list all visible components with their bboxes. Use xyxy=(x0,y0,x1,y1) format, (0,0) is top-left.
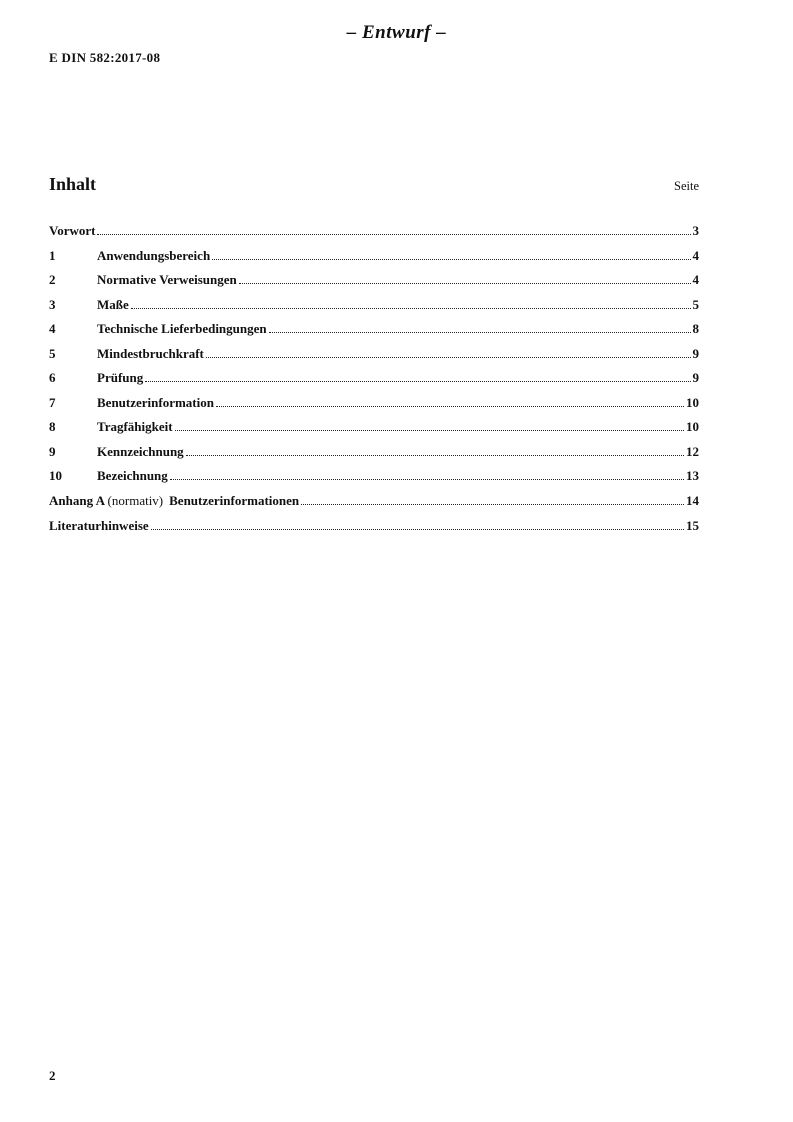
toc-entry-title[interactable]: Technische Lieferbedingungen xyxy=(97,321,267,337)
toc-entry-3[interactable] xyxy=(49,297,699,322)
toc-entry-number: 8 xyxy=(49,419,56,435)
toc-entry-9[interactable] xyxy=(49,444,699,469)
toc-entry-title[interactable]: Vorwort xyxy=(49,223,96,238)
toc-entry-number: 1 xyxy=(49,247,56,263)
toc-entry-title[interactable]: Mindestbruchkraft xyxy=(97,345,204,361)
dot-leader xyxy=(206,357,691,358)
toc-entry-title[interactable]: Literaturhinweise xyxy=(49,517,149,533)
dot-leader xyxy=(170,479,684,480)
toc-entry-page: 9 xyxy=(692,345,699,361)
toc-entry-title[interactable]: Maße xyxy=(97,296,129,312)
annex-title: Benutzerinformationen xyxy=(169,493,300,509)
dot-leader xyxy=(131,308,691,309)
toc-entry-4[interactable] xyxy=(49,321,699,346)
toc-entry-number: 10 xyxy=(49,468,62,484)
toc-entry-title[interactable]: Benutzerinformation xyxy=(97,394,214,410)
draft-label: – Entwurf – xyxy=(346,22,447,43)
toc-entry-page: 4 xyxy=(692,247,699,263)
document-id: E DIN 582:2017-08 xyxy=(49,50,161,65)
toc-entry-6[interactable] xyxy=(49,370,699,395)
toc-entry-8[interactable] xyxy=(49,419,699,444)
toc-entry-2[interactable] xyxy=(49,272,699,297)
annex-type: (normativ) xyxy=(107,493,164,509)
toc-entry-10[interactable] xyxy=(49,468,699,493)
toc-header xyxy=(49,174,699,198)
dot-leader xyxy=(186,455,684,456)
toc-entry-number: 7 xyxy=(49,394,56,410)
toc-entry-number: 4 xyxy=(49,321,56,337)
toc-entry-number: 2 xyxy=(49,272,56,288)
toc-entry-foreword[interactable] xyxy=(49,223,699,248)
toc-annex-title[interactable] xyxy=(49,493,299,509)
toc-entry-page: 10 xyxy=(686,394,699,410)
toc-entry-title[interactable]: Prüfung xyxy=(97,370,144,386)
toc-page-column-label: Seite xyxy=(674,179,699,193)
toc-title: Inhalt xyxy=(49,174,97,194)
toc-entry-page: 14 xyxy=(686,493,699,509)
dot-leader xyxy=(175,430,684,431)
toc-entry-page: 5 xyxy=(692,296,699,312)
toc-entry-page: 8 xyxy=(692,321,699,337)
toc-entry-title[interactable]: Bezeichnung xyxy=(97,468,168,484)
dot-leader xyxy=(151,529,684,530)
toc-entry-number: 9 xyxy=(49,443,56,459)
toc-entry-page: 4 xyxy=(692,272,699,288)
dot-leader xyxy=(212,259,690,260)
toc-entry-5[interactable] xyxy=(49,346,699,371)
toc-entry-number: 6 xyxy=(49,370,56,386)
toc-entry-title[interactable]: Anwendungsbereich xyxy=(97,247,211,263)
dot-leader xyxy=(97,234,690,235)
toc-entry-7[interactable] xyxy=(49,395,699,420)
toc-entry-number: 5 xyxy=(49,345,56,361)
toc-entry-title[interactable]: Tragfähigkeit xyxy=(97,419,173,435)
toc-entry-page: 9 xyxy=(692,370,699,386)
toc-entry-page: 10 xyxy=(686,419,699,435)
toc-entry-page: 13 xyxy=(686,468,699,484)
toc-entry-number: 3 xyxy=(49,296,56,312)
toc-entry-annex-a[interactable] xyxy=(49,493,699,518)
dot-leader xyxy=(216,406,684,407)
dot-leader xyxy=(239,283,691,284)
annex-label: Anhang A xyxy=(49,493,105,509)
page-number: 2 xyxy=(49,1068,56,1083)
toc-entry-page: 3 xyxy=(692,223,699,238)
toc-entry-title[interactable]: Normative Verweisungen xyxy=(97,272,237,288)
toc-entry-title[interactable]: Kennzeichnung xyxy=(97,443,184,459)
toc-entry-page: 12 xyxy=(686,443,699,459)
toc-entry-1[interactable] xyxy=(49,248,699,273)
table-of-contents xyxy=(49,223,699,542)
dot-leader xyxy=(145,381,690,382)
toc-entry-page: 15 xyxy=(686,517,699,533)
dot-leader xyxy=(301,504,684,505)
toc-entry-bibliography[interactable] xyxy=(49,518,699,543)
dot-leader xyxy=(269,332,691,333)
